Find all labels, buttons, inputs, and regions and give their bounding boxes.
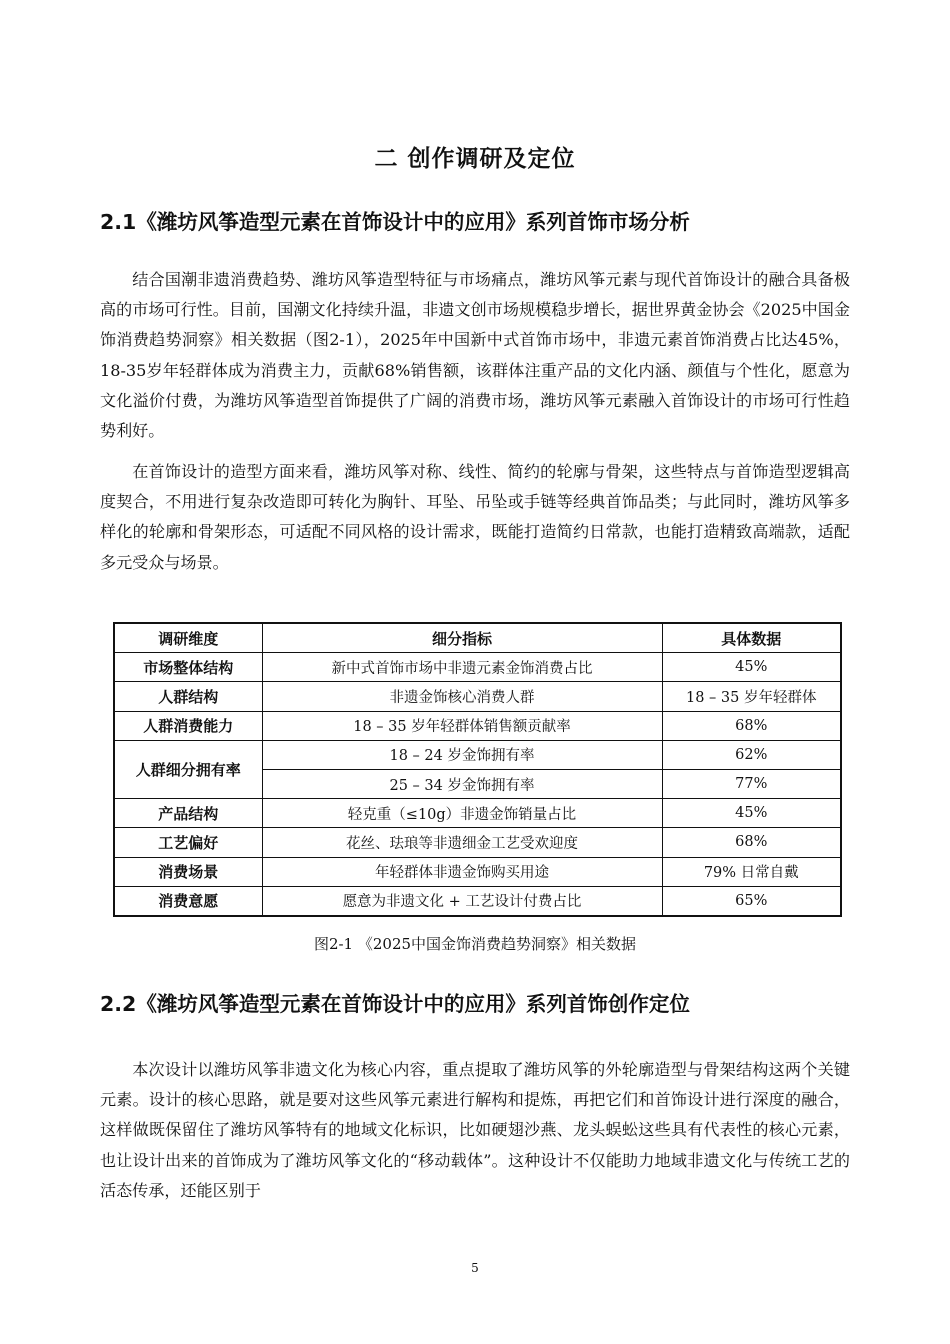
table-header-row [114, 623, 841, 653]
cell-value: 45% [662, 799, 841, 828]
cell-dimension: 市场整体结构 [114, 653, 262, 682]
paragraph-market-analysis: 结合国潮非遗消费趋势、潍坊风筝造型特征与市场痛点，潍坊风筝元素与现代首饰设计的融合具备极高的市场可行性。目前，国潮文化持续升温，非遗文创市场规模稳步增长，据世界黄金协会《2025中国金饰消费趋势洞察》相关数据（图2-1），2025年中国新中式首饰市场中，非遗元素首饰消费占比达45%，18-35岁年轻群体成为消费主力，贡献68%销售额，该群体注重产品的文化内涵、颜值与个性化，愿意为文化溢价付费，为潍坊风筝造型首饰提供了广阔的消费市场，潍坊风筝元素融入首饰设计的市场可行性趋势利好。 [100, 270, 850, 441]
cell-indicator: 25 – 34 岁金饰拥有率 [262, 769, 662, 798]
chapter-title: 二 创作调研及定位 [374, 146, 576, 172]
cell-value: 18 – 35 岁年轻群体 [662, 682, 841, 711]
cell-indicator: 新中式首饰市场中非遗元素金饰消费占比 [262, 653, 662, 682]
section-title-2-1: 2.1《潍坊风筝造型元素在首饰设计中的应用》系列首饰市场分析 [100, 210, 690, 234]
cell-indicator: 18 – 35 岁年轻群体销售额贡献率 [262, 711, 662, 740]
cell-dimension: 消费意愿 [114, 886, 262, 916]
paragraph-design-form: 在首饰设计的造型方面来看，潍坊风筝对称、线性、简约的轮廓与骨架，这些特点与首饰造型逻辑高度契合，不用进行复杂改造即可转化为胸针、耳坠、吊坠或手链等经典首饰品类；与此同时，潍坊风筝多样化的轮廓和骨架形态，可适配不同风格的设计需求，既能打造简约日常款，也能打造精致高端款，适配多元受众与场景。 [100, 462, 850, 572]
figure-caption: 图2-1 《2025中国金饰消费趋势洞察》相关数据 [313, 935, 637, 953]
table-row [114, 886, 841, 916]
cell-value: 65% [662, 886, 841, 916]
cell-value: 79% 日常自戴 [662, 857, 841, 886]
cell-dimension: 人群结构 [114, 682, 262, 711]
table-row [114, 799, 841, 828]
section-title-2-2: 2.2《潍坊风筝造型元素在首饰设计中的应用》系列首饰创作定位 [100, 992, 690, 1016]
cell-dimension: 工艺偏好 [114, 828, 262, 857]
cell-dimension: 人群消费能力 [114, 711, 262, 740]
cell-value: 62% [662, 740, 841, 769]
cell-indicator: 18 – 24 岁金饰拥有率 [262, 740, 662, 769]
table-row [114, 653, 841, 682]
cell-indicator: 花丝、珐琅等非遗细金工艺受欢迎度 [262, 828, 662, 857]
cell-indicator: 轻克重（≤10g）非遗金饰销量占比 [262, 799, 662, 828]
page-number: 5 [471, 1261, 479, 1275]
paragraph-design-positioning: 本次设计以潍坊风筝非遗文化为核心内容，重点提取了潍坊风筝的外轮廓造型与骨架结构这两个关键元素。设计的核心思路，就是要对这些风筝元素进行解构和提炼，再把它们和首饰设计进行深度的融合，这样做既保留住了潍坊风筝特有的地域文化标识，比如硬翅沙燕、龙头蜈蚣这些具有代表性的核心元素，也让设计出来的首饰成为了潍坊风筝文化的“移动载体”。这种设计不仅能助力地域非遗文化与传统工艺的活态传承，还能区别于 [100, 1060, 850, 1200]
table-row [114, 857, 841, 886]
cell-dimension: 产品结构 [114, 799, 262, 828]
cell-indicator: 非遗金饰核心消费人群 [262, 682, 662, 711]
cell-value: 68% [662, 828, 841, 857]
table-row [114, 740, 841, 769]
cell-dimension: 消费场景 [114, 857, 262, 886]
cell-indicator: 年轻群体非遗金饰购买用途 [262, 857, 662, 886]
header-indicator: 细分指标 [262, 623, 662, 653]
cell-dimension: 人群细分拥有率 [114, 740, 262, 798]
table-row [114, 711, 841, 740]
cell-value: 45% [662, 653, 841, 682]
survey-data-table [113, 622, 842, 917]
cell-indicator: 愿意为非遗文化 + 工艺设计付费占比 [262, 886, 662, 916]
header-dimension: 调研维度 [114, 623, 262, 653]
table-row [114, 828, 841, 857]
cell-value: 77% [662, 769, 841, 798]
cell-value: 68% [662, 711, 841, 740]
table-row [114, 682, 841, 711]
header-value: 具体数据 [662, 623, 841, 653]
